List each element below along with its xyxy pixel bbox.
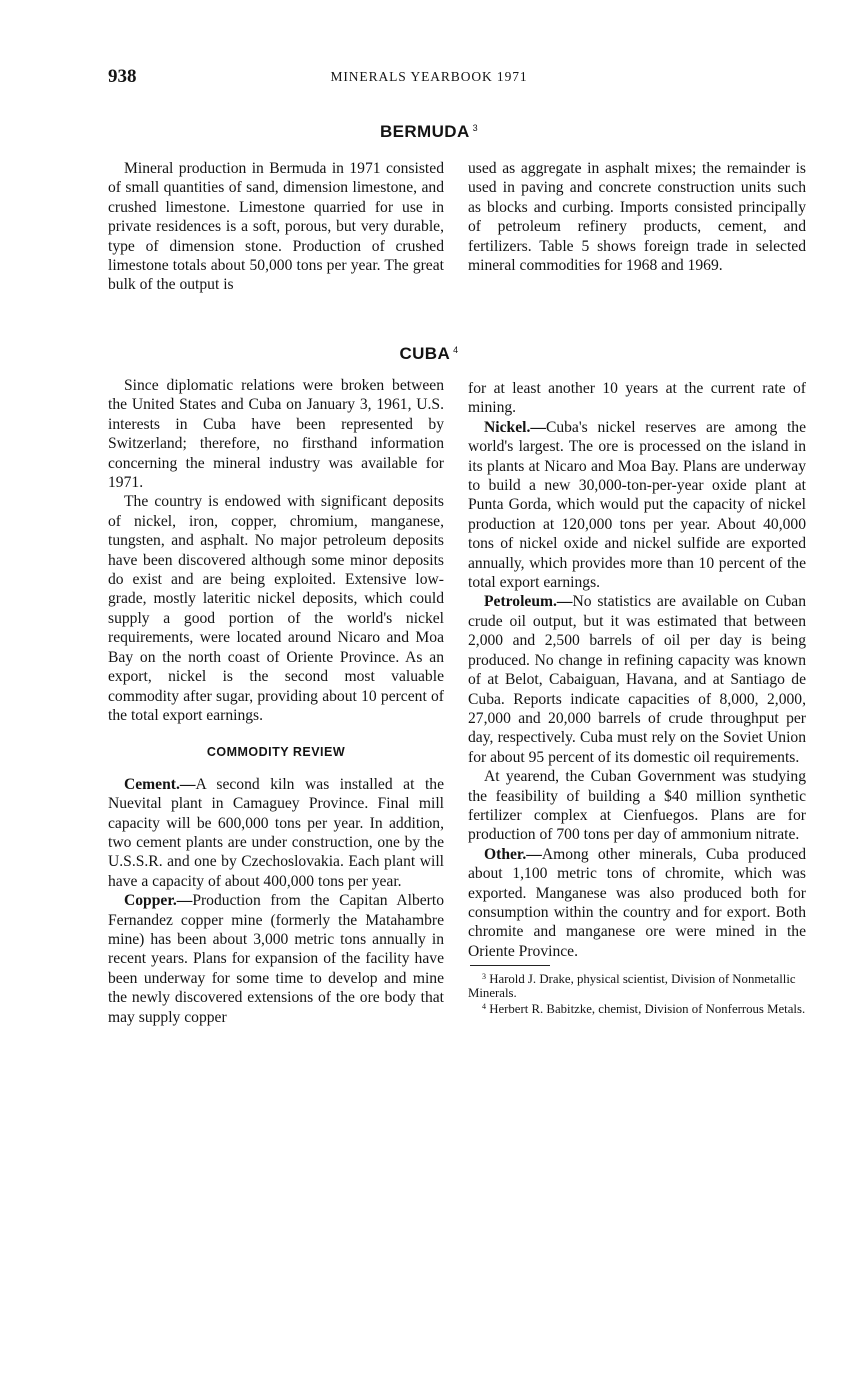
other-paragraph (468, 845, 806, 961)
footnote (468, 970, 806, 1000)
page-number: 938 (108, 66, 137, 87)
cuba-paragraph-2: The country is endowed with significant deposits of nickel, iron, copper, chromium, manganese, tungsten, and asphalt. No major petroleum deposits have been discovered although some minor deposits do exist and are being exploited. Extensive low-grade, mostly lateritic nickel deposits, which could supply a good portion of the world's nickel requirements, were located around Nicaro and Moa Bay on the north coast of Oriente Province. As an export, nickel is the second most valuable commodity after sugar, providing about 10 percent of the total export earnings. (108, 493, 444, 724)
footnote-divider (470, 965, 550, 966)
footnote (468, 1000, 806, 1016)
footnote-number: 3 (482, 972, 486, 982)
cement-paragraph (108, 775, 444, 891)
other-label: Other.— (484, 845, 542, 863)
other-text: Among other minerals, Cuba produced about 1,100 metric tons of chromite, which was exported. Manganese was also produced both for consumption within the country and for export. Both chromite and manganese ore were mined in the Oriente Province. (468, 845, 806, 960)
cement-label: Cement.— (124, 775, 196, 793)
footnotes (468, 970, 806, 1016)
cuba-paragraph-1: Since diplomatic relations were broken between the United States and Cuba on January 3, 1961, U.S. interests in Cuba have been represented by Switzerland; therefore, no firsthand information concerning the mineral industry was available for 1971. (108, 377, 444, 492)
nickel-text: Cuba's nickel reserves are among the world's largest. The ore is processed on the island in its plants at Nicaro and Moa Bay. Plans are underway to build a new 30,000-ton-per-year oxide plant at Punta Gorda, which would put the capacity of nickel production at 120,000 tons per year. About 40,000 tons of nickel oxide and nickel sulfide are exported annually, which provides more than 10 percent of the total export earnings. (468, 418, 806, 592)
petroleum-text: No statistics are available on Cuban crude oil output, but it was estimated that between 2,000 and 2,500 barrels of oil per day is being produced. No change in refining capacity was known of at Belot, Cabaiguan, Havana, and at Santiago de Cuba. Reports indicate capacities of 8,000, 2,000, 27,000 and 20,000 barrels of crude throughput per day, respectively. Cuba must rely on the Soviet Union for about 95 percent of its domestic oil requirements. (468, 593, 806, 766)
bermuda-right-column (468, 159, 806, 275)
bermuda-paragraph-2: used as aggregate in asphalt mixes; the remainder is used in paving and concrete construction units such as blocks and curbing. Imports consisted principally of petroleum refinery products, cement, and fertilizers. Table 5 shows foreign trade in selected mineral commodities for 1968 and 1969. (468, 160, 806, 275)
bermuda-heading (108, 122, 750, 142)
footnote-text: Herbert R. Babitzke, chemist, Division of Nonferrous Metals. (489, 1002, 806, 1017)
running-head (108, 66, 750, 90)
petroleum-paragraph (468, 592, 806, 767)
running-title: MINERALS YEARBOOK 1971 (330, 69, 528, 84)
copper-continuation: for at least another 10 years at the current rate of mining. (468, 380, 806, 417)
copper-text: Production from the Capitan Alberto Fernandez copper mine (formerly the Matahambre mine) has been about 3,000 metric tons annually in recent years. Plans for expansion of the facility have been underway for some time to develop and mine the newly discovered extensions of the ore body that may supply copper (108, 892, 444, 1026)
bermuda-footnote-ref: 3 (472, 123, 479, 133)
commodity-review-heading: COMMODITY REVIEW (206, 745, 346, 760)
footnote-text: Harold J. Drake, physical scientist, Division of Nonmetallic Minerals. (468, 972, 796, 1001)
nickel-label: Nickel.— (484, 418, 546, 436)
cuba-left-column (108, 376, 444, 1027)
petroleum-label: Petroleum.— (484, 593, 573, 611)
nickel-paragraph (468, 418, 806, 593)
copper-label: Copper.— (124, 892, 193, 910)
bermuda-paragraph-1: Mineral production in Bermuda in 1971 consisted of small quantities of sand, dimension limestone, and crushed limestone. Limestone quarried for use in private residences is a soft, porous, but very durable, type of dimension stone. Production of crushed limestone totals about 50,000 tons per year. The great bulk of the output is (108, 160, 444, 294)
copper-paragraph (108, 891, 444, 1027)
cuba-right-column (468, 379, 806, 1016)
cuba-title: CUBA (399, 344, 451, 363)
footnote-number: 4 (482, 1002, 486, 1012)
cuba-heading (108, 344, 750, 364)
bermuda-left-column (108, 159, 444, 295)
fertilizer-paragraph: At yearend, the Cuban Government was studying the feasibility of building a $40 million synthetic fertilizer complex at Cienfuegos. Plans are for production of 700 tons per day of ammonium nitrate. (468, 768, 806, 844)
cuba-footnote-ref: 4 (453, 345, 459, 355)
bermuda-title: BERMUDA (379, 122, 470, 141)
cement-text: A second kiln was installed at the Nuevital plant in Camaguey Province. Final mill capacity will be 600,000 tons per year. In addition, two cement plants are under construction, one by the U.S.S.R. and one by Czechoslovakia. Each plant will have a capacity of about 400,000 tons per year. (108, 775, 444, 890)
